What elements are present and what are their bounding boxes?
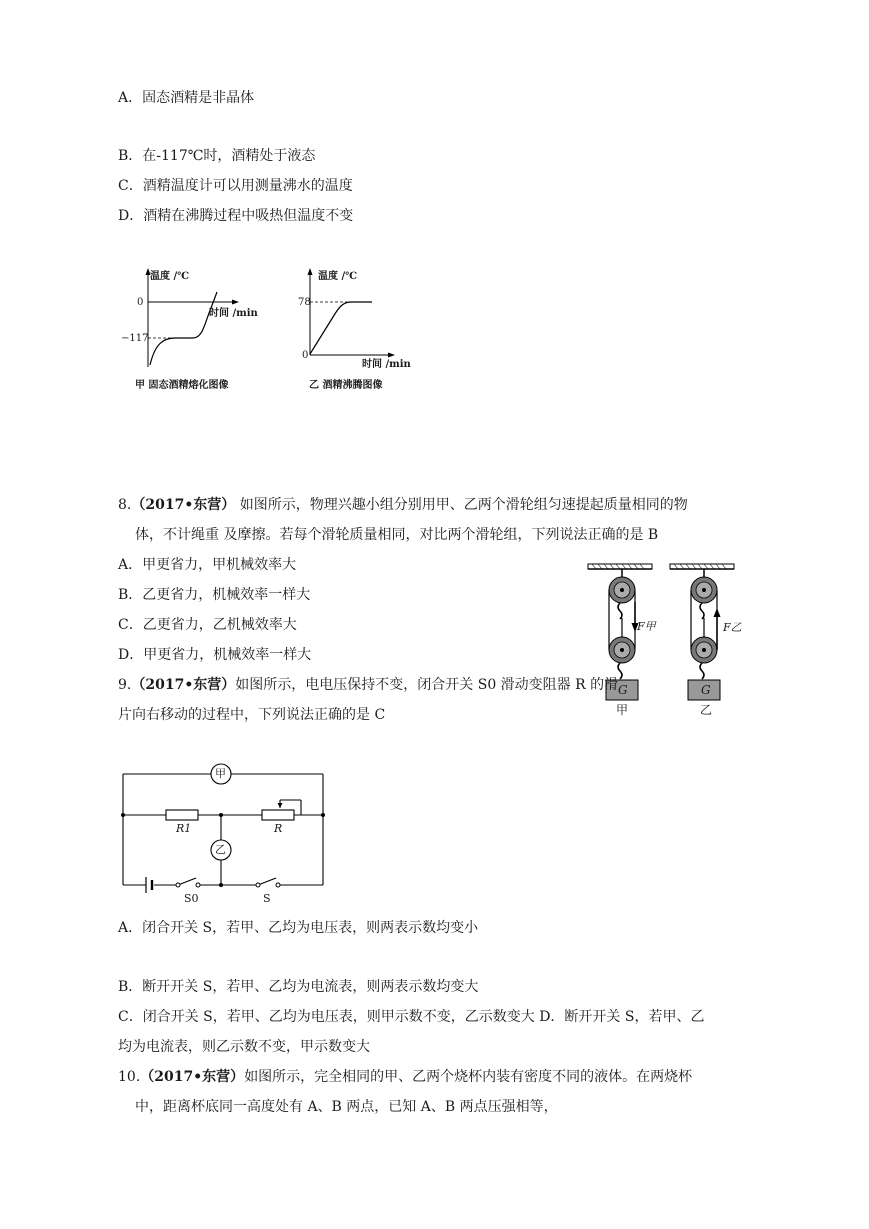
q8-option-d: D．甲更省力，机械效率一样大 (118, 647, 312, 663)
boiling-graph-ylabel: 温度 /℃ (318, 271, 358, 282)
boiling-graph-tick-zero: 0 (302, 350, 309, 361)
pulley-caption-left: 甲 (616, 703, 629, 717)
q8-source: （2017•东营） (131, 497, 236, 513)
q10-stem-text: 如图所示，完全相同的甲、乙两个烧杯内装有密度不同的液体。在两烧杯 (244, 1069, 693, 1085)
q10-stem-line2: 中，距离杯底同一高度处有 A、B 两点，已知 A、B 两点压强相等， (135, 1099, 558, 1115)
q7-option-c: C．酒精温度计可以用测量沸水的温度 (118, 178, 353, 194)
q8-number: 8. (118, 497, 132, 513)
circuit-r-label: R (274, 822, 283, 835)
boiling-graph-caption: 乙 酒精沸腾图像 (309, 380, 383, 391)
pulley-caption-right: 乙 (700, 703, 713, 717)
q9-option-cd-line2: 均为电流表，则乙示数不变，甲示数变大 (118, 1039, 370, 1055)
circuit-meter-mid: 乙 (215, 843, 226, 856)
pulley-force-right: F乙 (723, 621, 742, 634)
q9-option-cd-line1: C．闭合开关 S，若甲、乙均为电压表，则甲示数不变，乙示数变大 D．断开开关 S，若甲、乙 (118, 1009, 705, 1025)
q9-option-b: B．断开开关 S，若甲、乙均为电流表，则两表示数均变大 (118, 979, 479, 995)
melting-graph-ylabel: 温度 /℃ (150, 271, 190, 282)
pulley-weight-right: G (701, 683, 711, 697)
q8-option-b: B．乙更省力，机械效率一样大 (118, 587, 311, 603)
q8-option-c: C．乙更省力，乙机械效率大 (118, 617, 297, 633)
q8-stem-line1 (118, 496, 688, 514)
q9-number: 9. (118, 677, 132, 693)
boiling-graph-xlabel: 时间 /min (362, 359, 411, 370)
pulley-force-left: F甲 (637, 620, 656, 633)
q10-number: 10. (118, 1069, 141, 1085)
circuit-s-label: S (263, 892, 271, 905)
circuit-r1-label: R1 (176, 822, 192, 835)
pulley-weight-left: G (618, 683, 628, 697)
melting-graph-caption: 甲 固态酒精熔化图像 (135, 380, 229, 391)
q8-stem-text: 如图所示，物理兴趣小组分别用甲、乙两个滑轮组匀速提起质量相同的物 (235, 497, 688, 513)
boiling-graph-tick-high: 78 (298, 297, 311, 308)
q9-stem-line1 (118, 676, 618, 694)
q7-option-a: A．固态酒精是非晶体 (118, 90, 255, 106)
pulley-drawing (580, 560, 760, 720)
melting-graph-tick-low: −117 (121, 333, 149, 344)
q8-stem-line2: 体，不计绳重 及摩擦。若每个滑轮质量相同，对比两个滑轮组，下列说法正确的是 B (135, 527, 659, 543)
melting-graph-tick-zero: 0 (137, 297, 144, 308)
q9-stem-line2: 片向右移动的过程中，下列说法正确的是 C (118, 707, 386, 723)
q9-source: （2017•东营） (131, 677, 236, 693)
circuit-s0-label: S0 (184, 892, 199, 905)
q10-source: （2017•东营） (140, 1069, 245, 1085)
q10-stem-line1 (118, 1068, 692, 1086)
q7-option-d: D．酒精在沸腾过程中吸热但温度不变 (118, 208, 354, 224)
circuit-drawing (118, 760, 338, 910)
q9-option-a: A．闭合开关 S，若甲、乙均为电压表，则两表示数均变小 (118, 920, 479, 936)
circuit-meter-top: 甲 (215, 767, 226, 780)
q7-option-b: B．在-117℃时，酒精处于液态 (118, 148, 316, 164)
q8-option-a: A．甲更省力，甲机械效率大 (118, 557, 297, 573)
melting-graph-xlabel: 时间 /min (209, 308, 258, 319)
q9-stem-text: 如图所示，电电压保持不变，闭合开关 S0 滑动变阻器 R 的滑 (235, 677, 619, 693)
